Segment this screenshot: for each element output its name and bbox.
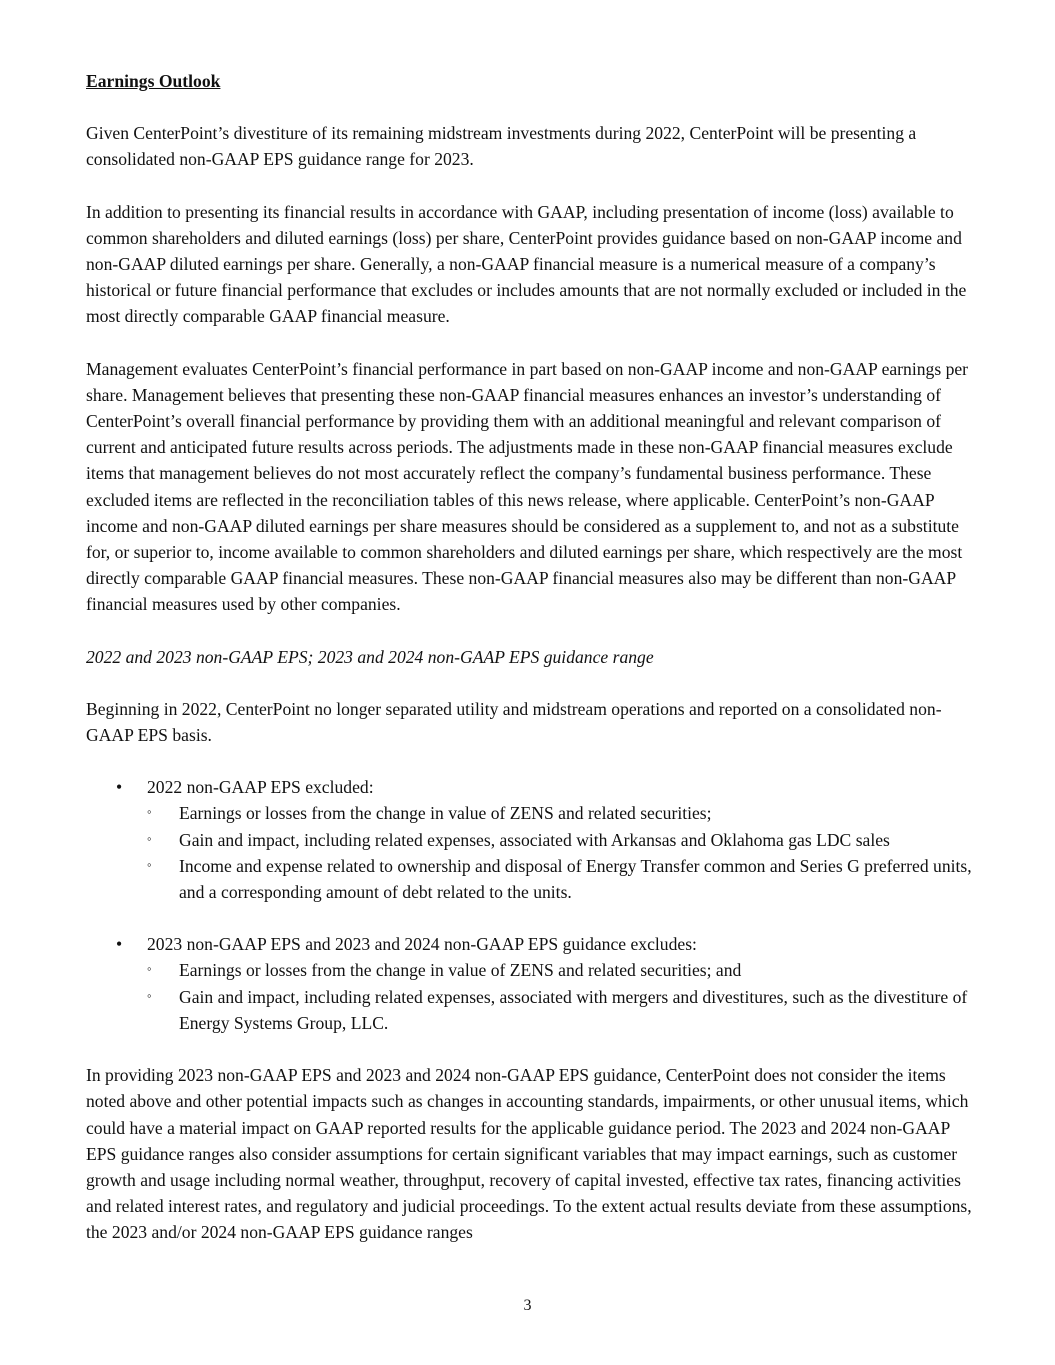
section-heading: Earnings Outlook	[86, 71, 221, 91]
subheading-eps-guidance: 2022 and 2023 non-GAAP EPS; 2023 and 2024 non-GAAP EPS guidance range	[86, 646, 654, 667]
sub-list-item-text: Gain and impact, including related expenses, associated with mergers and divestitures, such as the divestiture of Energy Systems Group, LLC.	[179, 986, 968, 1033]
paragraph-consolidated-basis: Beginning in 2022, CenterPoint no longer separated utility and midstream operations and reported on a consolidated non-GAAP EPS basis.	[86, 698, 942, 746]
sub-list-item-text: Income and expense related to ownership and disposal of Energy Transfer common and Series G preferred units, and a corresponding amount of debt related to the units.	[179, 855, 972, 903]
list-item-label: 2022 non-GAAP EPS excluded:	[147, 777, 374, 798]
sub-list-2022	[147, 800, 976, 905]
sub-bullet-icon: ◦	[147, 804, 152, 820]
sub-bullet-icon: ◦	[147, 830, 152, 846]
exclusions-list	[86, 774, 976, 1036]
sub-list-item-text: Earnings or losses from the change in value of ZENS and related securities; and	[179, 960, 742, 981]
sub-list-item-text: Earnings or losses from the change in value of ZENS and related securities;	[179, 803, 712, 824]
bullet-icon: •	[116, 934, 123, 955]
paragraph-divestiture: Given CenterPoint’s divestiture of its remaining midstream investments during 2022, CenterPoint will be presenting a consolidated non-GAAP EPS guidance range for 2023.	[86, 123, 917, 170]
list-item-2022-exclusions	[86, 774, 976, 905]
sub-bullet-icon: ◦	[147, 856, 152, 872]
sub-bullet-icon: ◦	[147, 987, 152, 1003]
list-item-2023-exclusions	[86, 931, 976, 1036]
list-item-label: 2023 non-GAAP EPS and 2023 and 2024 non-GAAP EPS guidance excludes:	[147, 934, 697, 955]
sub-list-item-text: Gain and impact, including related expenses, associated with Arkansas and Oklahoma gas LDC sales	[179, 829, 890, 850]
page-number: 3	[523, 1297, 532, 1314]
sub-list-item	[147, 853, 976, 905]
sub-list-2023	[147, 957, 976, 1036]
paragraph-guidance-assumptions: In providing 2023 non-GAAP EPS and 2023 and 2024 non-GAAP EPS guidance, CenterPoint does not consider the items noted above and other potential impacts such as changes in accounting standards, impairments, or other unusual items, which could have a material impact on GAAP reported results for the applicable guidance period. The 2023 and 2024 non-GAAP EPS guidance ranges also consider assumptions for certain significant variables that may impact earnings, such as customer growth and usage including normal weather, throughput, recovery of capital invested, effective tax rates, financing activities and related interest rates, and regulatory and judicial proceedings. To the extent actual results deviate from these assumptions, the 2023 and/or 2024 non-GAAP EPS guidance ranges	[86, 1065, 972, 1243]
paragraph-management-evaluation: Management evaluates CenterPoint’s financial performance in part based on non-GAAP income and non-GAAP earnings per share. Management believes that presenting these non-GAAP financial measures enhances an investor’s understanding of CenterPoint’s overall financial performance by providing them with an additional meaningful and relevant comparison of current and anticipated future results across periods. The adjustments made in these non-GAAP financial measures exclude items that management believes do not most accurately reflect the company’s fundamental business performance. These excluded items are reflected in the reconciliation tables of this news release, where applicable. CenterPoint’s non-GAAP income and non-GAAP diluted earnings per share measures should be considered as a supplement to, and not as a substitute for, or superior to, income available to common shareholders and diluted earnings per share, which respectively are the most directly comparable GAAP financial measures. These non-GAAP financial measures also may be different than non-GAAP financial measures used by other companies.	[86, 358, 969, 615]
bullet-icon: •	[116, 777, 123, 798]
sub-list-item	[147, 827, 976, 853]
sub-list-item	[147, 800, 976, 826]
paragraph-gaap-definition: In addition to presenting its financial results in accordance with GAAP, including presentation of income (loss) available to common shareholders and diluted earnings (loss) per share, CenterPoint provides guidance based on non-GAAP income and non-GAAP diluted earnings per share. Generally, a non-GAAP financial measure is a numerical measure of a company’s historical or future financial performance that excludes or includes amounts that are not normally excluded or included in the most directly comparable GAAP financial measure.	[86, 201, 967, 327]
sub-list-item	[147, 984, 976, 1036]
sub-bullet-icon: ◦	[147, 961, 152, 977]
page-content	[86, 68, 976, 1272]
sub-list-item	[147, 957, 976, 983]
